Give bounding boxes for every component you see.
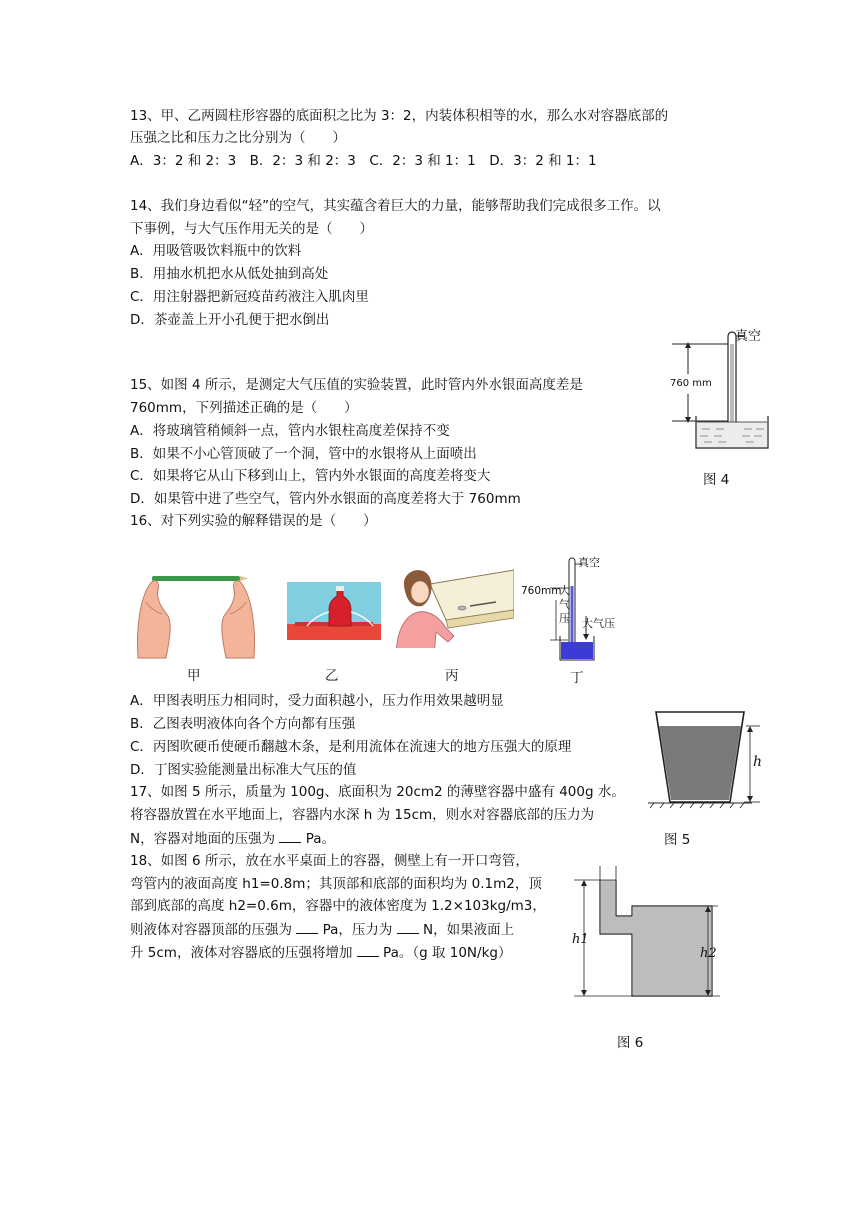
q17-line1: 17、如图 5 所示，质量为 100g、底面积为 20cm2 的薄壁容器中盛有 400g 水。 xyxy=(130,784,625,800)
fig4-height-label: 760 mm xyxy=(669,374,713,394)
fig-ding-air-3: 压 xyxy=(559,612,570,625)
fig-ding-height-label: 760mm xyxy=(521,585,562,597)
q15-option-c: C．如果将它从山下移到山上，管内外水银面的高度差将变大 xyxy=(130,468,491,484)
q14-option-d: D．茶壶盖上开小孔便于把水倒出 xyxy=(130,312,330,328)
q18-line4 xyxy=(130,919,514,940)
fig-ding-air-side: 大气压 xyxy=(582,617,615,630)
q14-option-c: C．用注射器把新冠疫苗药液注入肌肉里 xyxy=(130,289,369,305)
q15-option-a: A．将玻璃管稍倾斜一点，管内水银柱高度差保持不变 xyxy=(130,423,450,439)
q17-line3 xyxy=(130,828,335,849)
fig-jia-caption: 甲 xyxy=(187,668,201,684)
q15-option-b: B．如果不小心管顶破了一个洞，管中的水银将从上面喷出 xyxy=(130,446,477,462)
q16-option-c: C．丙图吹硬币使硬币翻越木条，是利用流体在流速大的地方压强大的原理 xyxy=(130,739,572,755)
fig5-h-label: h xyxy=(753,754,763,770)
q18-line5-part-a: 升 5cm，液体对容器底的压强将增加 xyxy=(130,945,353,961)
figure-5-container xyxy=(648,708,768,812)
q18-line2: 弯管内的液面高度 h1=0.8m；其顶部和底部的面积均为 0.1m2，顶 xyxy=(130,876,542,892)
fig6-h2-label: h2 xyxy=(700,946,717,961)
q18-line4-part-b: Pa，压力为 xyxy=(322,922,393,938)
fig-ding-air-2: 气 xyxy=(559,598,570,611)
q18-line4-part-a: 则液体对容器顶部的压强为 xyxy=(130,922,292,938)
fig-ding-caption: 丁 xyxy=(570,670,584,686)
q16-option-d: D．丁图实验能测量出标准大气压的值 xyxy=(130,762,357,778)
q14-option-a: A．用吸管吸饮料瓶中的饮料 xyxy=(130,243,302,259)
q18-line3: 部到底部的高度 h2=0.6m，容器中的液体密度为 1.2×103kg/m3， xyxy=(130,898,546,914)
fig-yi-caption: 乙 xyxy=(325,668,339,684)
fig4-caption: 图 4 xyxy=(703,472,730,488)
figure-jia-pencil-hands xyxy=(132,568,260,660)
fig-bing-caption: 丙 xyxy=(445,668,459,684)
q15-option-d: D．如果管中进了些空气，管内外水银面的高度差将大于 760mm xyxy=(130,491,521,507)
q13-options: A．3：2 和 2：3 B．2：3 和 2：3 C．2：3 和 1：1 D．3：2 和 1：1 xyxy=(130,153,597,169)
q13-line2: 压强之比和压力之比分别为（ ） xyxy=(130,130,346,146)
q14-line1: 14、我们身边看似“轻”的空气，其实蕴含着巨大的力量，能够帮助我们完成很多工作。以 xyxy=(130,198,661,214)
q18-line1: 18、如图 6 所示，放在水平桌面上的容器，侧壁上有一开口弯管， xyxy=(130,853,529,869)
q13-line1: 13、甲、乙两圆柱形容器的底面积之比为 3：2，内装体积相等的水，那么水对容器底部的 xyxy=(130,108,669,124)
q17-line2: 将容器放置在水平地面上，容器内水深 h 为 15cm，则水对容器底部的压力为 xyxy=(130,807,595,823)
figure-6-container xyxy=(570,862,720,1002)
q17-blank xyxy=(279,828,301,843)
fig6-caption: 图 6 xyxy=(617,1035,644,1051)
q16-line1: 16、对下列实验的解释错误的是（ ） xyxy=(130,513,377,529)
q15-line2: 760mm，下列描述正确的是（ ） xyxy=(130,400,358,416)
fig5-caption: 图 5 xyxy=(664,832,691,848)
q15-line1: 15、如图 4 所示，是测定大气压值的实验装置，此时管内外水银面高度差是 xyxy=(130,377,583,393)
q18-blank-1 xyxy=(296,919,318,934)
q18-line4-part-c: N，如果液面上 xyxy=(423,922,515,938)
figure-yi-bottle xyxy=(287,582,381,640)
q16-option-a: A．甲图表明压力相同时，受力面积越小，压力作用效果越明显 xyxy=(130,693,504,709)
fig6-h1-label: h1 xyxy=(572,932,589,947)
q18-line5 xyxy=(130,942,511,963)
q17-line3-part-a: N，容器对地面的压强为 xyxy=(130,831,276,847)
q14-option-b: B．用抽水机把水从低处抽到高处 xyxy=(130,266,329,282)
q18-line5-part-b: Pa。（g 取 10N/kg） xyxy=(383,945,512,961)
q14-line2: 下事例，与大气压作用无关的是（ ） xyxy=(130,221,373,237)
q18-blank-3 xyxy=(357,942,379,957)
figure-ding-barometer xyxy=(520,556,640,664)
fig-ding-vacuum-label: 真空 xyxy=(578,556,600,569)
q16-option-b: B．乙图表明液体向各个方向都有压强 xyxy=(130,716,356,732)
fig4-vacuum-label: 真空 xyxy=(735,329,762,344)
figure-bing-girl-coin xyxy=(390,562,514,658)
fig-ding-air-1: 大 xyxy=(559,584,570,597)
q18-blank-2 xyxy=(397,919,419,934)
q17-line3-part-b: Pa。 xyxy=(305,831,336,847)
